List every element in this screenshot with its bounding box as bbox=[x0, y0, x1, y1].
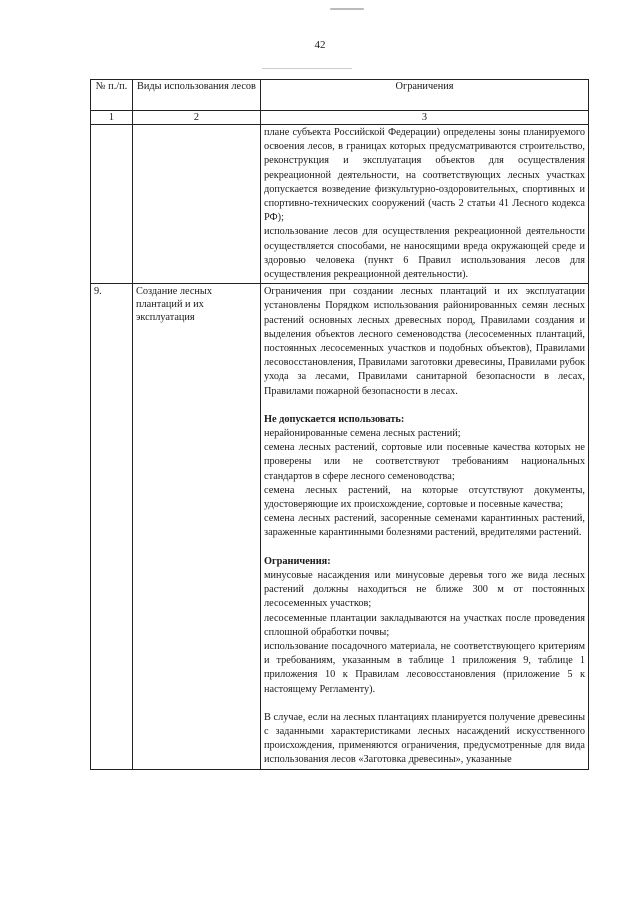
restriction-intro: Ограничения при создании лесных плантаций и их эксплуатации установлены Порядком использования районированных семян лесных растений основных лесных древесных пород, Правилами создания и выделения объектов лесного семеноводства (лесосеменных плантаций, постоянных лесосеменных участков и подобных объектов), Правилами лесовосстановления, Правилами заготовки древесины, Правилами рубок ухода за лесами, Правилами санитарной безопасности в лесах, Правилами пожарной безопасности в лесах. bbox=[264, 286, 585, 397]
prohibited-item: нерайонированные семена лесных растений; bbox=[264, 428, 461, 440]
row-number-cell bbox=[91, 125, 133, 284]
header-restrictions: Ограничения bbox=[261, 80, 589, 111]
prohibited-item: семена лесных растений, засоренные семенами карантинных растений, зараженные карантинными болезнями растений, вредителями растений. bbox=[264, 513, 585, 539]
column-number: 1 bbox=[91, 111, 133, 125]
column-number-row bbox=[91, 111, 589, 125]
restriction-item: использование посадочного материала, не соответствующего критериям и требованиям, указанным в таблице 1 приложения 9, таблице 1 приложения 10 к Правилам лесовосстановления (приложение 5 к настоящему Регламенту). bbox=[264, 640, 585, 695]
column-number: 3 bbox=[261, 111, 589, 125]
restrictions-heading: Ограничения: bbox=[264, 555, 331, 567]
column-number: 2 bbox=[133, 111, 261, 125]
prohibited-heading: Не допускается использовать: bbox=[264, 413, 405, 425]
table-header-row bbox=[91, 80, 589, 111]
restriction-paragraph: использование лесов для осуществления рекреационной деятельности осуществляется способами, не наносящими вреда окружающей среде и здоровью человека (пункт 6 Правил использования лесов для осуществления рекреационной деятельности). bbox=[264, 226, 585, 281]
closing-paragraph: В случае, если на лесных плантациях планируется получение древесины с заданными характеристиками лесных насаждений искусственного происхождения, применяются ограничения, предусмотренные для вида использования лесов «Заготовка древесины», указанные bbox=[264, 711, 585, 766]
table-row-9 bbox=[91, 284, 589, 769]
row-number: 9. bbox=[91, 284, 133, 769]
restriction-item: лесосеменные плантации закладываются на участках после проведения сплошной обработки почвы; bbox=[264, 612, 585, 638]
restrictions-cell bbox=[261, 125, 589, 284]
restrictions-cell bbox=[261, 284, 589, 769]
scan-speck bbox=[330, 8, 364, 10]
prohibited-item: семена лесных растений, на которые отсутствуют документы, удостоверяющие их происхождение, сортовые и посевные качества; bbox=[264, 484, 585, 511]
regulation-table bbox=[90, 79, 589, 770]
page-number: 42 bbox=[314, 39, 326, 51]
use-type: Создание лесных плантаций и их эксплуатация bbox=[133, 284, 261, 769]
scan-speck bbox=[262, 68, 352, 69]
prohibited-item: семена лесных растений, сортовые или посевные качества которых не проверены или не соответствуют требованиям национальных стандартов в сфере лесного семеноводства; bbox=[264, 442, 585, 482]
header-use-type: Виды использования лесов bbox=[133, 80, 261, 111]
table-row-continuation bbox=[91, 125, 589, 284]
restriction-item: минусовые насаждения или минусовые деревья того же вида лесных растений должны находиться не ближе 300 м от постоянных лесосеменных участков; bbox=[264, 569, 585, 610]
use-type-cell bbox=[133, 125, 261, 284]
restriction-paragraph: плане субъекта Российской Федерации) определены зоны планируемого освоения лесов, в границах которых предусматриваются строительство, реконструкция и эксплуатация объектов для осуществления рекреационной деятельности, на соответствующих лесных участках допускается возведение физкультурно-оздоровительных, спортивных и спортивно-технических сооружений (часть 2 статьи 41 Лесного кодекса РФ); bbox=[264, 127, 585, 224]
header-number: № п./п. bbox=[91, 80, 133, 111]
